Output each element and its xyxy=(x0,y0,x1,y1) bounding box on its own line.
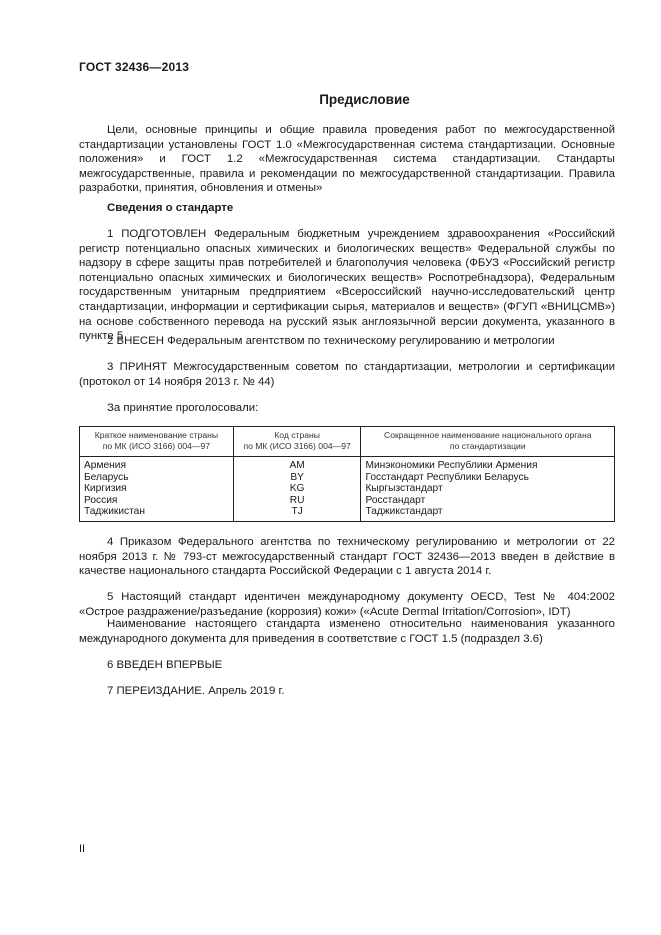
document-id: ГОСТ 32436—2013 xyxy=(79,60,190,74)
paragraph-2: 2 ВНЕСЕН Федеральным агентством по техническому регулированию и метрологии xyxy=(107,335,555,347)
header-code-line1: Код страны xyxy=(274,430,320,440)
country-code: RU xyxy=(233,495,361,507)
national-body: Минэкономики Республики Армения xyxy=(361,457,615,472)
country-code: KG xyxy=(233,483,361,495)
country-name: Киргизия xyxy=(80,483,234,495)
header-country-line1: Краткое наименование страны xyxy=(94,430,219,440)
table-row xyxy=(80,495,615,507)
paragraph-5: 5 Настоящий стандарт идентичен международному документу OECD, Test № 404:2002 «Острое раздражение/разъедание (коррозия) кожи» («Acute Dermal Irritation/Corrosion», IDT) xyxy=(79,591,615,618)
country-code: AM xyxy=(233,457,361,472)
vote-intro: За принятие проголосовали: xyxy=(107,402,259,414)
paragraph-3: 3 ПРИНЯТ Межгосударственным советом по стандартизации, метрологии и сертификации (протокол от 14 ноября 2013 г. № 44) xyxy=(79,361,615,388)
paragraph-4: 4 Приказом Федерального агентства по техническому регулированию и метрологии от 22 ноября 2013 г. № 793-ст межгосударственный стандарт ГОСТ 32436—2013 введен в действие в качестве национального стандарта Российской Федерации с 1 августа 2014 г. xyxy=(79,536,615,578)
table-row xyxy=(80,483,615,495)
country-name: Армения xyxy=(80,457,234,472)
header-code xyxy=(233,427,361,457)
country-name: Таджикистан xyxy=(80,506,234,521)
header-body-line1: Сокращенное наименование национального органа xyxy=(383,430,592,440)
voting-table xyxy=(79,426,615,522)
page-number: II xyxy=(79,843,86,855)
country-name: Беларусь xyxy=(80,472,234,484)
header-code-line2: по МК (ИСО 3166) 004—97 xyxy=(243,441,351,451)
page-title: Предисловие xyxy=(319,92,410,107)
national-body: Таджикстандарт xyxy=(361,506,615,521)
section-heading: Сведения о стандарте xyxy=(107,202,234,214)
intro-paragraph: Цели, основные принципы и общие правила проведения работ по межгосударственной стандартизации установлены ГОСТ 1.0 «Межгосударственная система стандартизации. Основные положения» и ГОСТ 1.2 «Межгосударственная система стандартизации. Стандарты межгосударственные, правила и рекомендации по межгосударственной стандартизации. Правила разработки, принятия, обновления и отмены» xyxy=(79,124,615,195)
table-row xyxy=(80,472,615,484)
country-code: BY xyxy=(233,472,361,484)
header-body-line2: по стандартизации xyxy=(449,441,526,451)
table-row xyxy=(80,506,615,521)
national-body: Росстандарт xyxy=(361,495,615,507)
table-header-row xyxy=(80,427,615,457)
country-code: TJ xyxy=(233,506,361,521)
table-row xyxy=(80,457,615,472)
national-body: Госстандарт Республики Беларусь xyxy=(361,472,615,484)
header-body xyxy=(361,427,615,457)
header-country-line2: по МК (ИСО 3166) 004—97 xyxy=(102,441,211,451)
national-body: Кыргызстандарт xyxy=(361,483,615,495)
paragraph-5-note: Наименование настоящего стандарта изменено относительно наименования указанного международного документа для приведения в соответствие с ГОСТ 1.5 (подраздел 3.6) xyxy=(79,618,615,645)
country-name: Россия xyxy=(80,495,234,507)
header-country xyxy=(80,427,234,457)
paragraph-1: 1 ПОДГОТОВЛЕН Федеральным бюджетным учреждением здравоохранения «Российский регистр потенциально опасных химических и биологических веществ» Федеральной службы по надзору в сфере защиты прав потребителей и благополучия человека (ФБУЗ «Российский регистр потенциально опасных химических и биологических веществ» Роспотребнадзора), Федеральным государственным унитарным предприятием «Всероссийский научно-исследовательский центр стандартизации, информации и сертификации сырья, материалов и веществ» (ФГУП «ВНИЦСМВ») на основе собственного перевода на русский язык англоязычной версии документа, указанного в пункте 5 xyxy=(79,228,615,343)
paragraph-7: 7 ПЕРЕИЗДАНИЕ. Апрель 2019 г. xyxy=(107,685,285,697)
paragraph-6: 6 ВВЕДЕН ВПЕРВЫЕ xyxy=(107,659,223,671)
